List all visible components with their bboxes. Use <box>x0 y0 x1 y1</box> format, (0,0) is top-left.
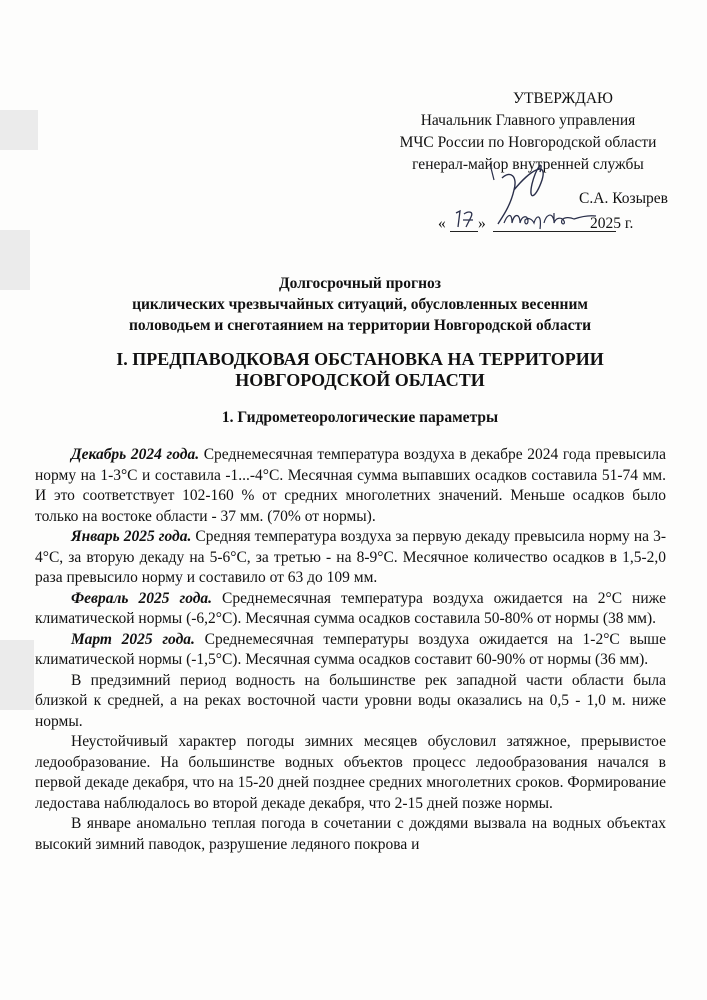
paragraph-text: Неустойчивый характер погоды зимних месяцев обусловил затяжное, прерывистое ледообразование. На большинстве водных объектов процесс ледообразования начался в первой декаде декабря, что на 15-20 дней позднее средних многолетних сроков. Формирование ледостава наблюдалось во второй декаде декабря, что 2-15 дней позже нормы. <box>35 733 666 812</box>
section-heading <box>60 349 660 391</box>
paragraph <box>35 671 666 733</box>
approval-position-line-2: МЧС России по Новгородской области <box>399 134 657 151</box>
section-heading-line-1: I. ПРЕДПАВОДКОВАЯ ОБСТАНОВКА НА ТЕРРИТОРИИ <box>116 349 604 369</box>
document-title-line-2: циклических чрезвычайных ситуаций, обусловленных весенним <box>132 296 588 313</box>
paragraph-text: Средняя температура воздуха за первую декаду превысила норму на 3-4°С, за вторую декаду на 5-6°С, за третью - на 8-9°С. Месячное количество осадков в 1,5-2,0 раза превысило норму и составило от 63 до 109 мм. <box>35 528 666 586</box>
paragraph-lead: Февраль 2025 года. <box>71 589 213 607</box>
date-close-quote: » <box>478 215 486 232</box>
paragraph-lead: Март 2025 года. <box>71 630 195 648</box>
handwritten-day <box>451 207 479 231</box>
paragraph <box>35 527 666 589</box>
paragraph <box>35 814 666 855</box>
scan-artifact <box>0 230 30 290</box>
paragraph <box>35 732 666 814</box>
document-title-line-1: Долгосрочный прогноз <box>279 275 441 292</box>
body-text <box>35 445 667 855</box>
document-title-line-3: половодьем и снеготаянием на территории Новгородской области <box>128 317 592 334</box>
paragraph-lead: Декабрь 2024 года. <box>71 446 200 463</box>
paragraph <box>35 445 666 527</box>
approval-position-line-1: Начальник Главного управления <box>420 112 636 129</box>
section-heading-line-2: НОВГОРОДСКОЙ ОБЛАСТИ <box>235 370 485 390</box>
approval-title: УТВЕРЖДАЮ <box>513 90 613 107</box>
paragraph-text: Среднемесячная температура воздуха в декабре 2024 года превысила норму на 1-3°С и составила -1...-4°С. Месячная сумма выпавших осадков составила 51-74 мм. И это соответствует 102-160 % от средних многолетних значений. Меньше осадков было только на востоке области - 37 мм. (70% от нормы). <box>35 446 667 525</box>
approver-name: С.А. Козырев <box>579 190 668 207</box>
scan-artifact <box>0 640 34 710</box>
date-day-underline <box>450 231 478 232</box>
paragraph <box>35 589 666 630</box>
date-year: 2025 г. <box>590 215 634 232</box>
date-open-quote: « <box>438 215 446 232</box>
paragraph-text: Среднемесячная температуры воздуха ожидается на 1-2°С выше климатической нормы (-1,5°С). Месячная сумма осадков составит 60-90% от нормы (36 мм). <box>35 630 666 668</box>
approval-date <box>438 215 658 241</box>
paragraph-lead: Январь 2025 года. <box>71 528 192 545</box>
paragraph-text: В предзимний период водность на большинстве рек западной части области была близкой к средней, а на реках восточной части уровни воды оказались на 0,5 - 1,0 м. ниже нормы. <box>35 671 666 730</box>
paragraph-text: В январе аномально теплая погода в сочетании с дождями вызвала на водных объектах высокий зимний паводок, разрушение ледяного покрова и <box>35 815 666 853</box>
document-title <box>60 273 660 336</box>
paragraph-text: Среднемесячная температура воздуха ожидается на 2°С ниже климатической нормы (-6,2°С). Месячная сумма осадков составила 50-80% от нормы (38 мм). <box>35 589 667 627</box>
approval-position-line-3: генерал-майор внутренней службы <box>412 156 644 173</box>
paragraph <box>35 630 666 671</box>
scan-artifact <box>0 110 38 150</box>
subsection-heading: 1. Гидрометеорологические параметры <box>221 409 499 426</box>
